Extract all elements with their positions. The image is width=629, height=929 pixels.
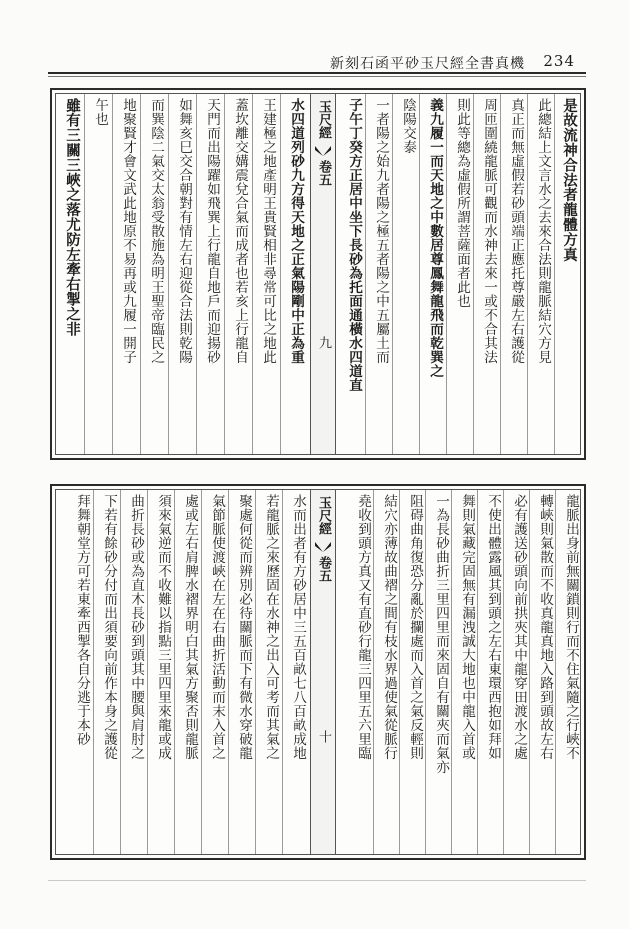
top-left-col-5: 如舞亥巳交合朝對有情左右迎從合法則乾陽 <box>176 98 192 364</box>
bottom-right-col-7: 阻碍曲角復恐分亂於攔處而入首之氣反輕則 <box>407 494 423 760</box>
top-right-col-8: 子午丁癸方正居中坐下長砂為托面通橫水四道直 <box>346 98 362 392</box>
fold-title: 玉尺經 <box>316 100 331 139</box>
top-left-col-2: 王建極之地產明王貴賢相非尋常可比之地此 <box>260 98 276 364</box>
column-divider <box>252 94 253 454</box>
top-right-half <box>334 94 582 454</box>
top-right-col-6: 陰陽交泰 <box>400 98 416 154</box>
top-fold-gutter <box>310 94 336 454</box>
column-divider <box>425 490 426 854</box>
bottom-left-col-7: 曲折長砂或為直木長砂到頭其中腰與肩肘之 <box>128 494 144 760</box>
fold-title: 玉尺經 <box>316 496 331 535</box>
book-title: 新刻石函平砂玉尺經全書真機 <box>330 56 525 72</box>
top-left-col-6: 而巽陰二氣交太翁受散施為明王聖帝臨民之 <box>148 98 164 364</box>
bottom-right-col-4: 不使出體露風其到頭之左右東環西抱如拜如 <box>485 494 501 760</box>
column-divider <box>120 490 121 854</box>
column-divider <box>140 94 141 454</box>
column-divider <box>373 490 374 854</box>
bottom-left-col-8: 下若有餘砂分付而出須要向前作本身之護從 <box>101 494 117 760</box>
bottom-block-frame <box>55 489 581 855</box>
header-rule <box>48 72 586 74</box>
fold-volume: 卷五 <box>316 556 331 582</box>
bottom-left-col-9: 拜舞朝堂方可若東牽西掣各自分逃于本砂 <box>74 494 90 746</box>
header-rule-thin <box>48 76 586 77</box>
column-divider <box>555 490 556 854</box>
column-divider <box>112 94 113 454</box>
column-divider <box>280 94 281 454</box>
bottom-right-col-1: 龍脈出身前無關鎖則行而不住氣隨之行峽不 <box>563 494 579 760</box>
bottom-left-col-6: 須來氣逆而不收難以指點三里四里來龍或成 <box>155 494 171 760</box>
column-divider <box>196 94 197 454</box>
column-divider <box>282 490 283 854</box>
top-right-col-2: 真正而無虛假若砂頭端正應托尊嚴左右護從 <box>508 98 524 364</box>
bottom-right-col-9: 堯收到頭方真又有直砂行龍三四里五六里臨 <box>355 494 371 760</box>
column-divider <box>473 94 474 454</box>
column-divider <box>365 94 366 454</box>
column-divider <box>500 94 501 454</box>
column-divider <box>174 490 175 854</box>
top-right-col-3: 周匝圍繞龍脈可觀而水神去來一或不合其法 <box>481 98 497 364</box>
column-divider <box>93 490 94 854</box>
fishtail-mark <box>315 542 331 552</box>
column-divider <box>255 490 256 854</box>
column-divider <box>399 490 400 854</box>
bottom-right-col-5: 舞則氣藏完固無有漏洩誠大地也中龍入首或 <box>459 494 475 760</box>
bottom-left-col-3: 聚處何從而辨別必待關脈而下有微水穿破龍 <box>236 494 252 760</box>
fold-volume: 卷五 <box>316 160 331 186</box>
column-divider <box>224 94 225 454</box>
column-divider <box>503 490 504 854</box>
page-number: 234 <box>543 52 575 70</box>
top-left-col-7: 地聚賢才會文武此地原不易再或九履一開子 <box>120 98 136 364</box>
top-right-col-7: 一者陽之始九者陽之極五者陽之中五屬土而 <box>373 98 389 364</box>
bottom-left-col-4: 氣節脈使渡峽在左在右曲折活動而末入首之 <box>209 494 225 760</box>
column-divider <box>201 490 202 854</box>
top-left-col-8: 午也 <box>92 98 108 126</box>
bottom-right-col-3: 必有護送砂頭向前拱夾其中龍穿田渡水之處 <box>511 494 527 760</box>
bottom-left-col-5: 處或左右肩脾水褶界明白其氣方聚否則龍脈 <box>182 494 198 760</box>
column-divider <box>228 490 229 854</box>
column-divider <box>477 490 478 854</box>
top-left-col-4: 天門而出陽躍如飛巽上行龍自地戶而迎揚砂 <box>204 98 220 364</box>
top-left-col-3: 蓋坎離交媾震兌合氣而成者也若亥上行龍自 <box>232 98 248 364</box>
fishtail-mark <box>315 146 331 156</box>
column-divider <box>446 94 447 454</box>
column-divider <box>84 94 85 454</box>
bottom-left-col-1: 水而出者有方砂居中三五百畝七八百畝成地 <box>290 494 306 760</box>
bottom-right-half <box>334 490 582 854</box>
column-divider <box>527 94 528 454</box>
top-left-half <box>56 94 310 454</box>
bottom-text-block <box>50 484 586 860</box>
bottom-right-col-8: 結穴亦薄故曲褶之間有枝水界過使氣從脈行 <box>381 494 397 760</box>
top-block-frame <box>55 93 581 455</box>
fold-folio: 九 <box>316 336 331 349</box>
column-divider <box>451 490 452 854</box>
top-left-heading: 雖有三關三峽之落尤防左牽右掣之非 <box>64 98 81 337</box>
bottom-right-col-6: 一為長砂曲折三里四里而來固自有關夾而氣亦 <box>433 494 449 774</box>
footer-rule <box>48 880 586 881</box>
bottom-right-col-2: 轉峽則氣散而不收真龍真地入路到頭故左右 <box>537 494 553 760</box>
bottom-fold-gutter <box>310 490 336 854</box>
bottom-left-col-2: 若龍脈之來歷固在水神之出入可考而其氣之 <box>263 494 279 760</box>
top-text-block <box>50 88 586 460</box>
column-divider <box>392 94 393 454</box>
column-divider <box>168 94 169 454</box>
column-divider <box>419 94 420 454</box>
column-divider <box>147 490 148 854</box>
top-left-col-1: 水四道列砂九方得天地之正氣陽剛中正為重 <box>288 98 304 364</box>
column-divider <box>529 490 530 854</box>
running-header <box>330 50 575 72</box>
fold-folio: 十 <box>316 730 331 743</box>
top-right-heading: 是故流神合法者龍體方真 <box>561 98 578 262</box>
top-right-col-1: 此總結上文言水之去來合法則龍脈結穴方見 <box>535 98 551 364</box>
column-divider <box>554 94 555 454</box>
top-right-col-5: 義九履一而天地之中數居尊鳳舞龍飛而乾巽之 <box>427 98 443 378</box>
top-right-col-4: 則此等總為虛假所謂菩薩面者此也 <box>454 98 470 308</box>
bottom-left-half <box>56 490 310 854</box>
